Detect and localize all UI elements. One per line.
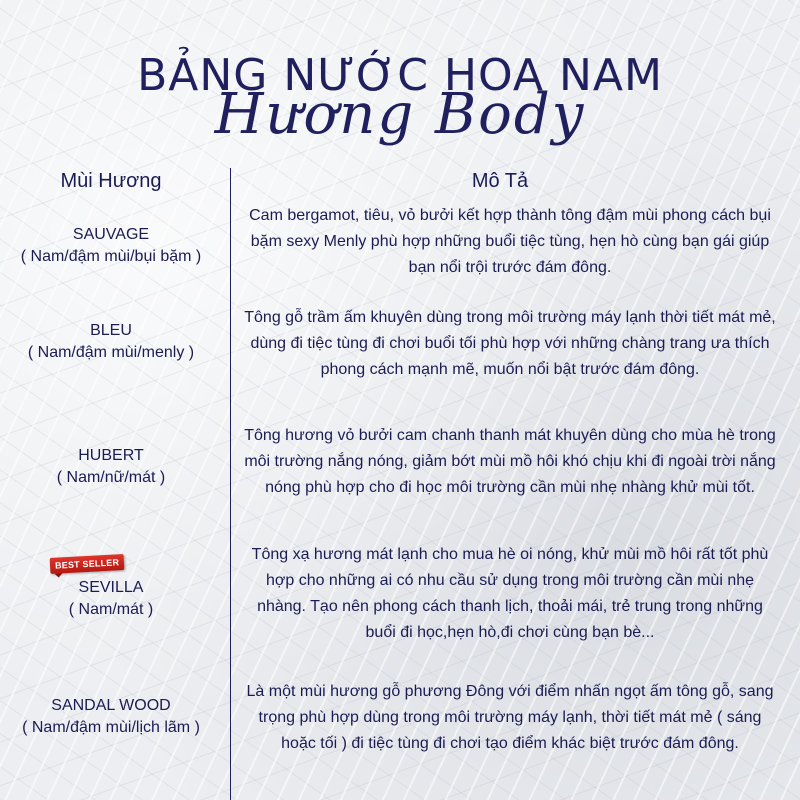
perfume-name-cell (0, 695, 222, 739)
perfume-name-cell (0, 320, 222, 364)
perfume-tags: ( Nam/đậm mùi/bụi bặm ) (20, 248, 202, 265)
page-subtitle: Hương Body (214, 82, 586, 147)
perfume-tags: ( Nam/nữ/mát ) (56, 469, 166, 486)
column-divider (230, 168, 231, 800)
perfume-name-cell (0, 224, 222, 268)
perfume-name-cell (0, 445, 222, 489)
perfume-description: Tông gỗ trầm ấm khuyên dùng trong môi trường máy lạnh thời tiết mát mẻ, dùng đi tiệc tùng đi chơi buổi tối phù hợp với những chàng trang ưa thích phong cách mạnh mẽ, muốn nổi bật trước đám đông. (244, 309, 776, 378)
perfume-name: HUBERT (78, 447, 144, 464)
column-header-scent: Mùi Hương (60, 170, 162, 192)
perfume-name: BLEU (90, 322, 132, 339)
perfume-tags: ( Nam/đậm mùi/menly ) (27, 344, 195, 361)
perfume-name: SANDAL WOOD (51, 697, 171, 714)
perfume-description: Là một mùi hương gỗ phương Đông với điểm nhấn ngọt ấm tông gỗ, sang trọng phù hợp dùng trong môi trường máy lạnh, thời tiết mát mẻ ( sáng hoặc tối ) đi tiệc tùng đi chơi tạo điểm khác biệt trước đám đông. (246, 683, 774, 752)
perfume-tags: ( Nam/mát ) (68, 601, 154, 618)
perfume-description: Tông xạ hương mát lạnh cho mua hè oi nóng, khử mùi mồ hôi rất tốt phù hợp cho những ai có nhu cầu sử dụng trong môi trường cần mùi nhẹ nhàng. Tạo nên phong cách thanh lịch, thoải mái, trẻ trung trong những buổi đi học,hẹn hò,đi chơi cùng bạn bè... (251, 546, 769, 641)
perfume-name-cell (0, 577, 222, 621)
best-seller-badge: BEST SELLER (50, 554, 125, 574)
perfume-description: Tông hương vỏ bưởi cam chanh thanh mát khuyên dùng cho mùa hè trong môi trường nắng nóng, giảm bớt mùi mồ hôi khó chịu khi đi ngoài trời nắng nóng phù hợp cho đi học môi trường cần mùi nhẹ nhàng khử mùi tốt. (244, 427, 776, 496)
perfume-name: SEVILLA (78, 579, 144, 596)
page-title: BẢNG NƯỚC HOA NAM (137, 50, 663, 101)
perfume-description: Cam bergamot, tiêu, vỏ bưởi kết hợp thành tông đậm mùi phong cách bụi bặm sexy Menly phù hợp những buổi tiệc tùng, hẹn hò cùng bạn gái giúp bạn nổi trội trước đám đông. (249, 207, 771, 276)
perfume-name: SAUVAGE (72, 226, 150, 243)
perfume-tags: ( Nam/đậm mùi/lịch lãm ) (22, 719, 200, 736)
column-header-description: Mô Tả (471, 170, 529, 192)
